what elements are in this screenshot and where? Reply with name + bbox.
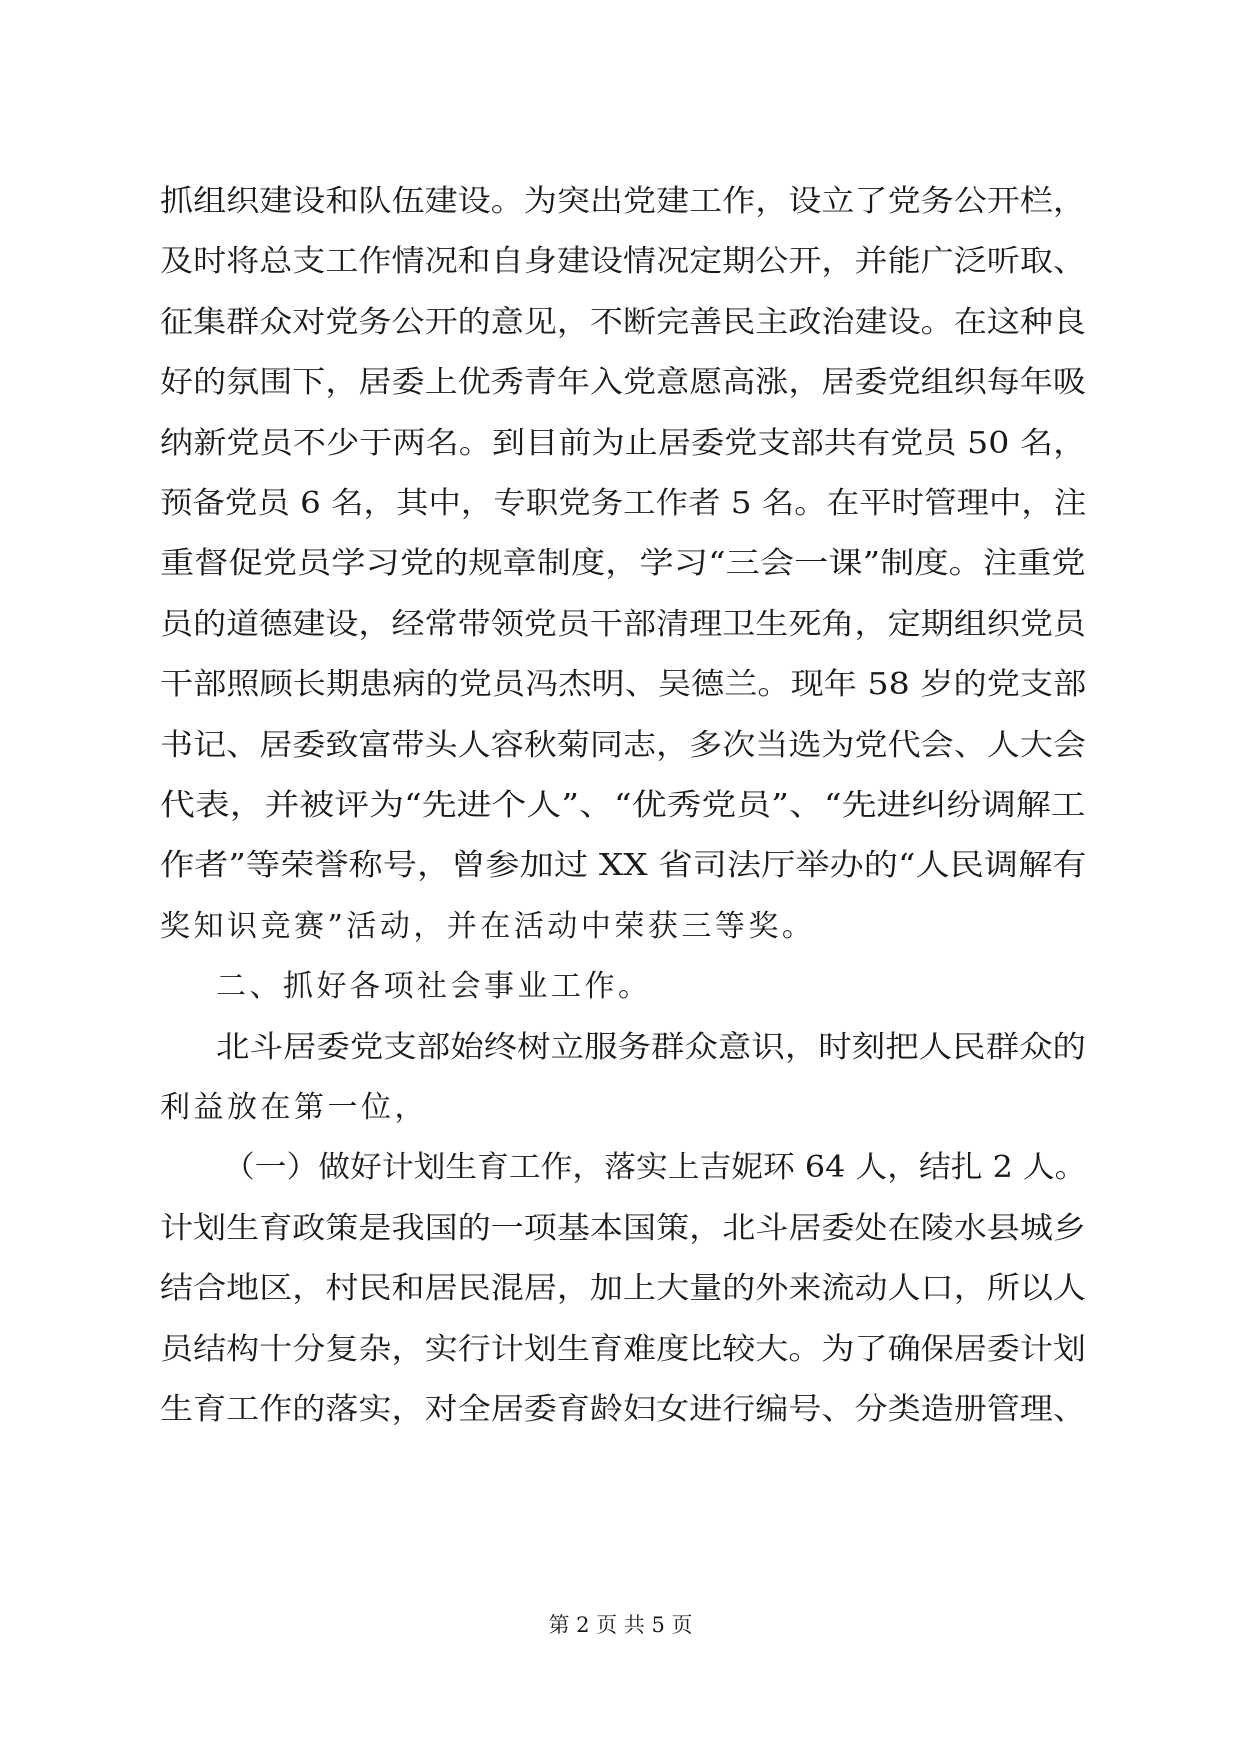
paragraph-line: 北斗居委党支部始终树立服务群众意识，时刻把人民群众的 — [216, 1029, 1086, 1065]
paragraph-line: 计划生育政策是我国的一项基本国策，北斗居委处在陵水县城乡 — [160, 1210, 1086, 1246]
paragraph-line: 书记、居委致富带头人容秋菊同志，多次当选为党代会、人大会 — [160, 727, 1086, 763]
paragraph-line: 生育工作的落实，对全居委育龄妇女进行编号、分类造册管理、 — [160, 1392, 1086, 1427]
paragraph-line: 员结构十分复杂，实行计划生育难度比较大。为了确保居委计划 — [160, 1331, 1086, 1367]
paragraph-line: 纳新党员不少于两名。到目前为止居委党支部共有党员 50 名， — [160, 425, 1087, 461]
subsection-heading-line: （一）做好计划生育工作，落实上吉妮环 64 人，结扎 2 人。 — [223, 1150, 1087, 1186]
paragraph-line: 作者”等荣誉称号，曾参加过 XX 省司法厅举办的“人民调解有 — [160, 848, 1087, 884]
paragraph-line: 及时将总支工作情况和自身建设情况定期公开，并能广泛听取、 — [160, 244, 1086, 280]
paragraph-line: 员的道德建设，经常带领党员干部清理卫生死角，定期组织党员 — [160, 606, 1086, 642]
paragraph-line: 代表，并被评为“先进个人”、“优秀党员”、“先进纠纷调解工 — [160, 788, 1086, 823]
paragraph-line: 利益放在第一位， — [160, 1090, 428, 1125]
paragraph-line: 抓组织建设和队伍建设。为突出党建工作，设立了党务公开栏， — [160, 184, 1086, 219]
paragraph-line: 预备党员 6 名，其中，专职党务工作者 5 名。在平时管理中，注 — [160, 486, 1087, 521]
paragraph-line: 征集群众对党务公开的意见，不断完善民主政治建设。在这种良 — [160, 304, 1086, 340]
section-heading: 二、抓好各项社会事业工作。 — [216, 969, 652, 1005]
page-number-footer: 第 2 页 共 5 页 — [548, 1613, 693, 1637]
paragraph-line: 重督促党员学习党的规章制度，学习“三会一课”制度。注重党 — [160, 546, 1086, 582]
paragraph-line: 好的氛围下，居委上优秀青年入党意愿高涨，居委党组织每年吸 — [160, 365, 1086, 401]
paragraph-line: 干部照顾长期患病的党员冯杰明、吴德兰。现年 58 岁的党支部 — [160, 667, 1087, 703]
paragraph-line: 结合地区，村民和居民混居，加上大量的外来流动人口，所以人 — [160, 1271, 1086, 1307]
paragraph-line: 奖知识竞赛”活动，并在活动中荣获三等奖。 — [160, 908, 816, 944]
